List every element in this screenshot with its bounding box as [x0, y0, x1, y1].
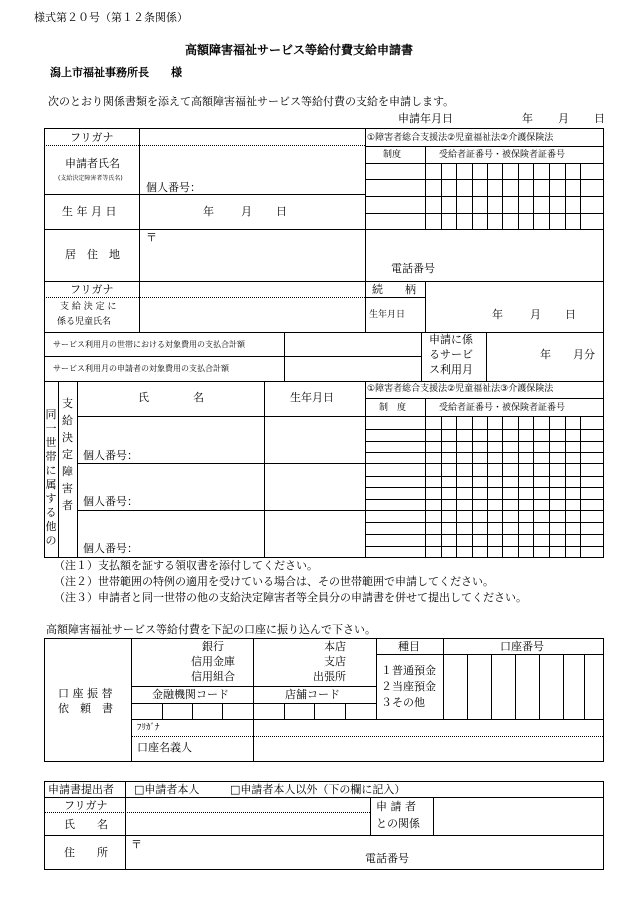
application-month-label: 月 [558, 112, 569, 125]
phone-label: 電話番号 [391, 262, 435, 275]
furigana-label: フリガナ [70, 131, 114, 144]
dob-month-label: 月 [241, 205, 252, 218]
service-month-label-2: るサービ [429, 348, 473, 361]
household-name-header: 氏 名 [138, 391, 204, 404]
address-label: 居 住 地 [65, 248, 120, 261]
intro-text: 次のとおり関係書類を添えて高額障害福祉サービス等給付費の支給を申請します。 [48, 95, 455, 108]
expense-applicant-label: サービス利用月の申請者の対象費用の支払合計額 [53, 364, 229, 373]
submitter-relation-label-2: との関係 [376, 817, 420, 830]
account-type-other: ３その他 [381, 696, 425, 709]
child-name-label-2: 係る児童氏名 [57, 317, 112, 327]
dob-year-label: 年 [203, 205, 214, 218]
service-month-label-3: ス利用月 [429, 363, 473, 376]
household-personal-number-3: 個人番号： [83, 542, 138, 555]
submitter-furigana-label: フリガナ [64, 799, 108, 812]
child-dob-month-label: 月 [530, 308, 541, 321]
household-certificate-header: 受給者証番号・被保険者証番号 [439, 403, 566, 413]
submitter-postal-mark: 〒 [131, 838, 142, 851]
child-furigana-label: フリガナ [70, 283, 114, 296]
note-3: （注３）申請者と同一世帯の他の支給決定障害者等全員分の申請書を併せて提出してください。 [54, 591, 527, 604]
household-side-label-inner: 支給決定障害者 [62, 397, 73, 512]
submitter-phone-label: 電話番号 [365, 852, 409, 865]
form-number: 様式第２０号（第１２条関係） [34, 11, 188, 24]
note-2: （注２）世帯範囲の特例の適用を受けている場合は、その世帯範囲で申請してください。 [54, 575, 494, 588]
account-holder-label: 口座名義人 [137, 741, 192, 754]
form-title: 高額障害福祉サービス等給付費支給申請書 [185, 43, 414, 57]
submitter-label: 申請書提出者 [48, 783, 114, 796]
household-system-header: 制 度 [379, 403, 407, 413]
application-year-label: 年 [522, 112, 533, 125]
child-dob-label: 生年月日 [369, 310, 406, 320]
system-label: 制度 [383, 150, 402, 160]
certificate-label: 受給者証番号・被保険者証番号 [439, 150, 566, 160]
addressee: 潟上市福祉事務所長 様 [50, 66, 182, 79]
bank-instruction: 高額障害福祉サービス等給付費を下記の口座に振り込んで下さい。 [46, 623, 376, 636]
institution-type-kumiai: 信用組合 [191, 670, 235, 683]
household-personal-number-1: 個人番号： [83, 449, 138, 462]
law-options: ①障害者総合支援法②児童福祉法②介護保険法 [367, 133, 554, 143]
account-type-header: 種目 [398, 640, 420, 653]
submitter-address-label: 住 所 [64, 846, 108, 859]
account-type-ordinary: １普通預金 [381, 664, 436, 677]
submitter-option-self[interactable]: □申請者本人 [134, 783, 200, 796]
application-day-label: 日 [594, 112, 605, 125]
branch-type-main: 本店 [324, 640, 346, 653]
applicant-name-label: 申請者氏名 [65, 157, 120, 170]
household-personal-number-2: 個人番号： [83, 495, 138, 508]
account-type-current: ２当座預金 [381, 680, 436, 693]
child-name-label-1: 支 給 決 定 に [60, 302, 117, 312]
branch-code-label: 店舗コード [285, 688, 340, 701]
household-side-label-outer: 同一世帯に属する他の [45, 408, 57, 547]
submitter-relation-label-1: 申 請 者 [376, 800, 416, 813]
service-month-unit-label: 月分 [573, 348, 595, 361]
household-dob-header: 生年月日 [290, 391, 334, 404]
institution-code-label: 金融機関コード [152, 688, 229, 701]
submitter-name-label: 氏 名 [64, 818, 108, 831]
applicant-personal-number-label: 個人番号： [146, 181, 201, 194]
postal-mark: 〒 [146, 231, 157, 244]
child-dob-day-label: 日 [565, 308, 576, 321]
dob-day-label: 日 [276, 205, 287, 218]
bank-transfer-label-1: 口 座 振 替 [58, 687, 113, 700]
application-date-label: 申請年月日 [398, 112, 453, 125]
relation-label: 続 柄 [372, 283, 416, 296]
holder-furigana-label: ﾌﾘｶﾞﾅ [137, 723, 160, 733]
account-number-header: 口座番号 [500, 640, 544, 653]
institution-type-shinkin: 信用金庫 [191, 655, 235, 668]
dob-label: 生 年 月 日 [62, 205, 117, 218]
institution-type-bank: 銀行 [202, 640, 224, 653]
household-law-options: ①障害者総合支援法②児童福祉法③介護保険法 [367, 384, 554, 394]
service-month-label-1: 申請に係 [429, 333, 473, 346]
bank-transfer-label-2: 依 頼 書 [58, 702, 113, 715]
note-1: （注１）支払額を証する領収書を添付してください。 [54, 559, 318, 572]
applicant-name-sublabel: (支給決定障害者等氏名) [58, 175, 123, 182]
child-dob-year-label: 年 [492, 308, 503, 321]
service-year-label: 年 [540, 348, 551, 361]
branch-type-branch: 支店 [324, 655, 346, 668]
expense-household-label: サービス利用月の世帯における対象費用の支払合計額 [53, 340, 245, 349]
submitter-option-other[interactable]: □申請者本人以外（下の欄に記入） [230, 783, 406, 796]
branch-type-office: 出張所 [313, 670, 346, 683]
